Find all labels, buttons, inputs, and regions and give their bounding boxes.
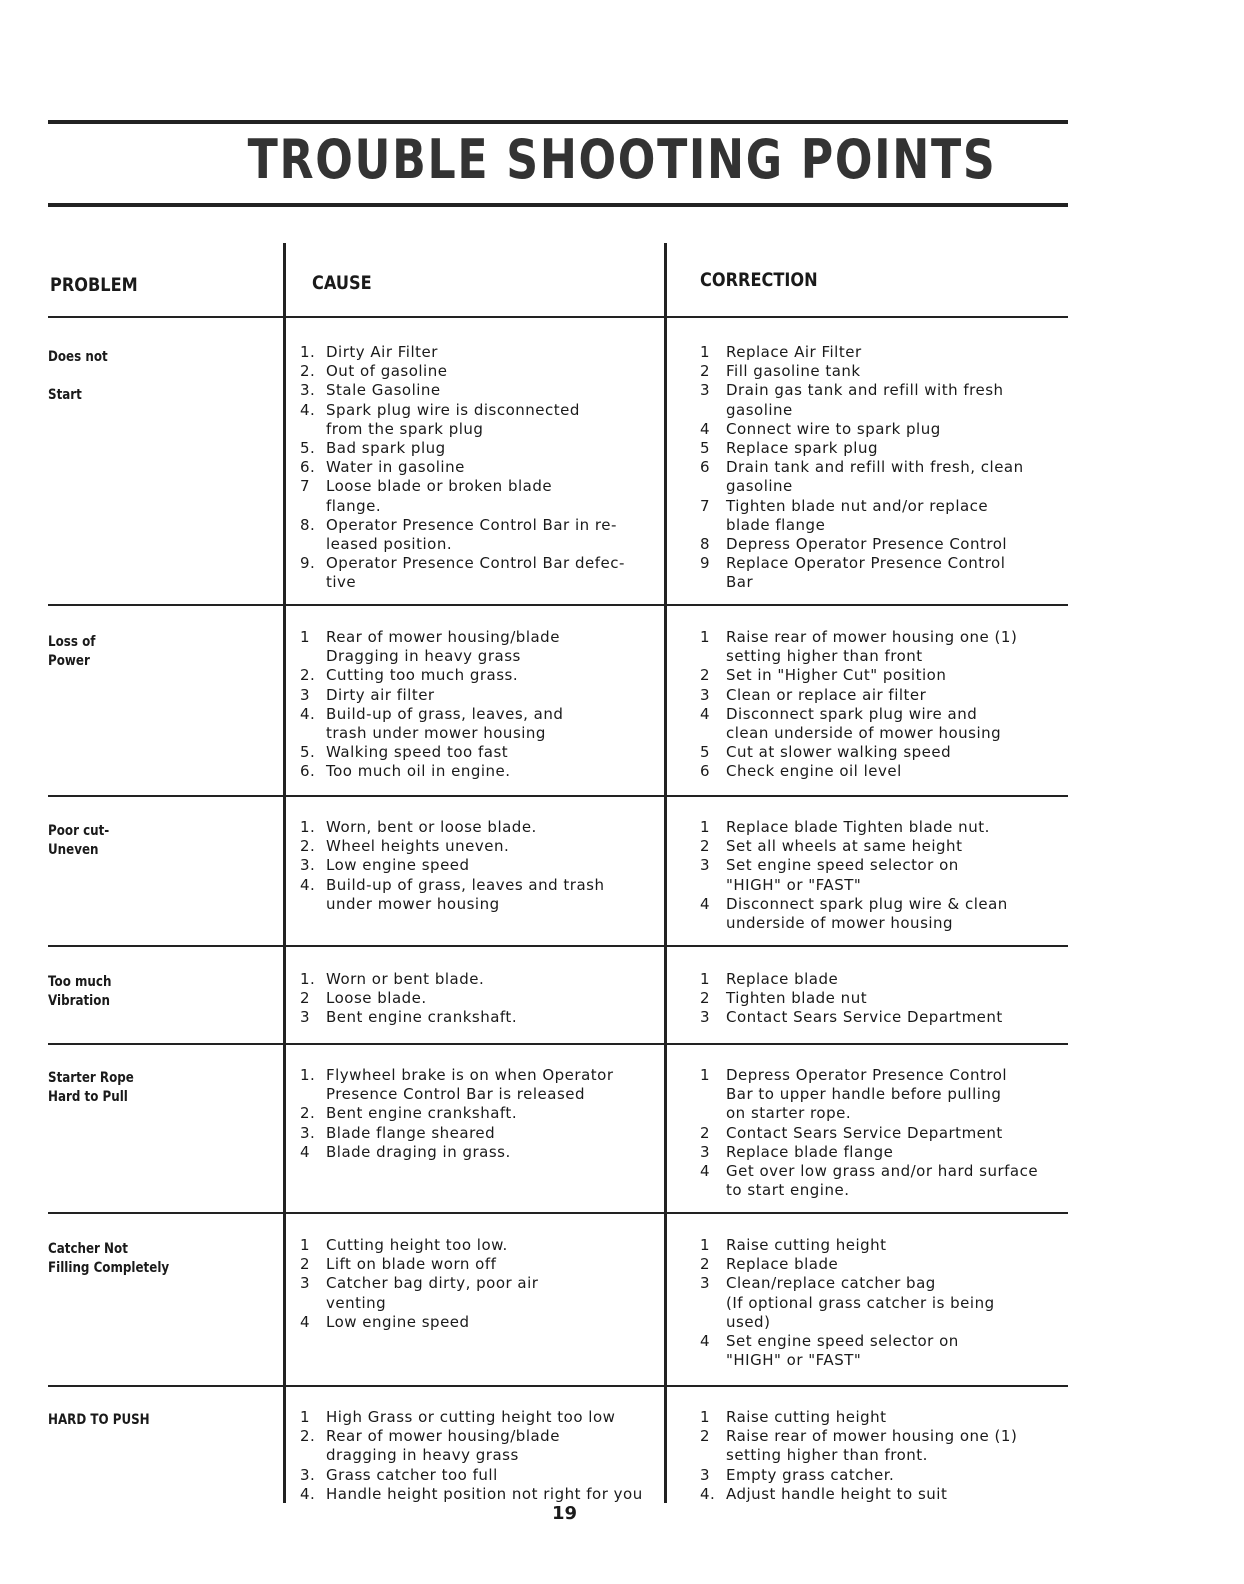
cause-item: [300, 666, 563, 685]
cause-text: Low engine speed: [326, 1312, 470, 1331]
correction-text: Replace blade flange: [726, 1142, 894, 1161]
correction-number: 4.: [700, 1484, 716, 1503]
correction-list: [700, 818, 1008, 933]
correction-text: Set in "Higher Cut" position: [726, 666, 947, 685]
cause-text: Out of gasoline: [326, 362, 448, 381]
correction-number: 4: [700, 1162, 711, 1181]
correction-number: 2: [700, 362, 711, 381]
correction-text: Tighten blade nut and/or replace blade flange: [726, 496, 989, 534]
cause-item: [300, 876, 604, 914]
cause-text: Catcher bag dirty, poor air venting: [326, 1274, 539, 1312]
cause-text: Worn, bent or loose blade.: [326, 818, 537, 836]
cause-item: [300, 705, 563, 743]
cause-list: [300, 628, 563, 782]
cause-item: [300, 970, 517, 989]
cause-item: [300, 1255, 538, 1274]
cause-number: 2.: [300, 1104, 316, 1123]
correction-item: [700, 439, 1024, 458]
correction-text: Depress Operator Presence Control: [726, 535, 1008, 554]
cause-item: [300, 628, 563, 666]
cause-text: Build-up of grass, leaves and trash under mower housing: [326, 875, 605, 913]
cause-text: Blade draging in grass.: [326, 1142, 511, 1161]
correction-item: [700, 628, 1017, 666]
correction-item: [700, 1236, 995, 1255]
cause-number: 1.: [300, 1066, 316, 1084]
correction-number: 8: [700, 535, 711, 554]
correction-number: 3: [700, 1142, 711, 1161]
correction-item: [700, 856, 1008, 894]
correction-number: 9: [700, 554, 711, 573]
cause-text: Walking speed too fast: [326, 743, 509, 762]
cause-text: Dirty Air Filter: [326, 343, 438, 361]
row-separator: [48, 1212, 1068, 1214]
column-divider-2: [664, 243, 667, 1503]
cause-item: [300, 762, 563, 781]
correction-list: [700, 1066, 1038, 1200]
cause-item: [300, 1485, 643, 1504]
cause-number: 3: [300, 1274, 311, 1293]
cause-text: Loose blade or broken blade flange.: [326, 477, 553, 515]
correction-number: 2: [700, 1427, 711, 1446]
cause-number: 2: [300, 1255, 311, 1274]
correction-text: Check engine oil level: [726, 762, 902, 781]
cause-item: [300, 1066, 614, 1104]
correction-item: [700, 1066, 1038, 1124]
correction-item: [700, 1332, 995, 1370]
correction-text: Contact Sears Service Department: [726, 1123, 1003, 1142]
correction-number: 1: [700, 818, 711, 836]
row-separator: [48, 795, 1068, 797]
correction-item: [700, 1466, 1017, 1485]
cause-text: Spark plug wire is disconnected from the spark plug: [326, 400, 580, 438]
correction-item: [700, 1274, 995, 1332]
correction-text: Depress Operator Presence Control Bar to upper handle before pulling on starter rope.: [726, 1066, 1008, 1123]
correction-item: [700, 1124, 1038, 1143]
cause-number: 1.: [300, 818, 316, 836]
correction-text: Raise cutting height: [726, 1408, 887, 1426]
correction-item: [700, 1008, 1003, 1027]
cause-number: 2.: [300, 666, 316, 685]
correction-number: 3: [700, 1274, 711, 1293]
correction-number: 1: [700, 1066, 711, 1084]
correction-item: [700, 554, 1024, 592]
correction-number: 1: [700, 1236, 711, 1254]
row-separator: [48, 1043, 1068, 1045]
cause-item: [300, 989, 517, 1008]
correction-list: [700, 1236, 995, 1370]
correction-item: [700, 362, 1024, 381]
correction-item: [700, 895, 1008, 933]
correction-item: [700, 989, 1003, 1008]
correction-number: 2: [700, 666, 711, 685]
cause-item: [300, 458, 625, 477]
problem-label: Starter Rope Hard to Pull: [48, 1070, 134, 1105]
cause-number: 2.: [300, 1427, 316, 1446]
correction-item: [700, 705, 1017, 743]
cause-list: [300, 818, 604, 914]
correction-item: [700, 343, 1024, 362]
correction-number: 6: [700, 458, 711, 477]
row-separator: [48, 604, 1068, 606]
cause-item: [300, 362, 625, 381]
cause-number: 4: [300, 1312, 311, 1331]
cause-item: [300, 554, 625, 592]
correction-item: [700, 381, 1024, 419]
correction-item: [700, 1143, 1038, 1162]
cause-number: 1: [300, 1408, 311, 1426]
cause-number: 3.: [300, 1465, 316, 1484]
cause-number: 4.: [300, 704, 316, 723]
correction-text: Replace blade: [726, 1255, 839, 1274]
correction-text: Raise rear of mower housing one (1) setting higher than front: [726, 628, 1018, 666]
correction-number: 4: [700, 894, 711, 913]
cause-text: Too much oil in engine.: [326, 762, 511, 781]
correction-number: 3: [700, 856, 711, 875]
cause-number: 4.: [300, 875, 316, 894]
cause-text: Operator Presence Control Bar defec- tive: [326, 554, 625, 592]
page-title: TROUBLE SHOOTING POINTS: [247, 128, 997, 191]
cause-item: [300, 1313, 538, 1332]
cause-text: Handle height position not right for you: [326, 1484, 643, 1503]
cause-number: 7: [300, 477, 311, 496]
cause-list: [300, 970, 517, 1028]
row-separator: [48, 316, 1068, 318]
correction-number: 3: [700, 381, 711, 400]
cause-item: [300, 856, 604, 875]
correction-list: [700, 970, 1003, 1028]
correction-number: 4: [700, 704, 711, 723]
header-problem: PROBLEM: [50, 274, 138, 296]
correction-list: [700, 628, 1017, 782]
cause-number: 6.: [300, 458, 316, 477]
cause-text: Wheel heights uneven.: [326, 837, 510, 856]
correction-list: [700, 1408, 1017, 1504]
cause-text: Lift on blade worn off: [326, 1255, 497, 1274]
correction-item: [700, 666, 1017, 685]
cause-number: 5.: [300, 743, 316, 762]
row-separator: [48, 945, 1068, 947]
cause-item: [300, 1274, 538, 1312]
cause-text: Loose blade.: [326, 989, 427, 1008]
cause-number: 4.: [300, 1484, 316, 1503]
correction-text: Replace Air Filter: [726, 343, 862, 361]
correction-item: [700, 762, 1017, 781]
problem-label: Catcher Not Filling Completely: [48, 1241, 170, 1276]
correction-item: [700, 420, 1024, 439]
correction-text: Replace spark plug: [726, 439, 878, 458]
cause-number: 1.: [300, 970, 316, 988]
correction-text: Contact Sears Service Department: [726, 1008, 1003, 1027]
problem-label: Does not Start: [48, 349, 108, 403]
cause-number: 3: [300, 1008, 311, 1027]
title-rule-top: [48, 120, 1068, 124]
cause-text: Cutting too much grass.: [326, 666, 519, 685]
correction-text: Disconnect spark plug wire and clean underside of mower housing: [726, 704, 1002, 743]
cause-item: [300, 401, 625, 439]
correction-text: Connect wire to spark plug: [726, 419, 941, 438]
correction-list: [700, 343, 1024, 593]
correction-text: Raise cutting height: [726, 1236, 887, 1254]
page-number: 19: [552, 1503, 578, 1524]
correction-item: [700, 1408, 1017, 1427]
cause-text: Stale Gasoline: [326, 381, 441, 400]
correction-text: Drain gas tank and refill with fresh gasoline: [726, 381, 1004, 419]
cause-text: Bent engine crankshaft.: [326, 1104, 518, 1123]
cause-item: [300, 818, 604, 837]
cause-text: Grass catcher too full: [326, 1465, 498, 1484]
cause-number: 2.: [300, 837, 316, 856]
cause-item: [300, 1408, 643, 1427]
cause-list: [300, 1236, 538, 1332]
correction-text: Replace blade Tighten blade nut.: [726, 818, 990, 836]
correction-text: Fill gasoline tank: [726, 362, 861, 381]
correction-text: Raise rear of mower housing one (1) setting higher than front.: [726, 1427, 1018, 1465]
correction-item: [700, 743, 1017, 762]
problem-label: Loss of Power: [48, 634, 96, 669]
cause-text: Rear of mower housing/blade dragging in heavy grass: [326, 1427, 560, 1465]
problem-label: Too much Vibration: [48, 974, 112, 1009]
correction-item: [700, 1255, 995, 1274]
cause-text: Build-up of grass, leaves, and trash under mower housing: [326, 704, 564, 743]
correction-number: 4: [700, 419, 711, 438]
correction-number: 3: [700, 1008, 711, 1027]
cause-number: 1.: [300, 343, 316, 361]
correction-text: Set all wheels at same height: [726, 837, 963, 856]
cause-number: 3.: [300, 856, 316, 875]
column-divider-1: [283, 243, 286, 1503]
correction-number: 2: [700, 1255, 711, 1274]
correction-item: [700, 837, 1008, 856]
cause-number: 8.: [300, 515, 316, 534]
correction-text: Set engine speed selector on "HIGH" or "FAST": [726, 856, 959, 894]
cause-text: Worn or bent blade.: [326, 970, 485, 988]
correction-text: Tighten blade nut: [726, 989, 868, 1008]
cause-item: [300, 1427, 643, 1465]
problem-label: Poor cut- Uneven: [48, 823, 110, 858]
cause-item: [300, 477, 625, 515]
correction-item: [700, 535, 1024, 554]
cause-number: 3.: [300, 381, 316, 400]
cause-list: [300, 1408, 643, 1504]
cause-text: Rear of mower housing/blade Dragging in heavy grass: [326, 628, 560, 666]
cause-item: [300, 381, 625, 400]
cause-text: Blade flange sheared: [326, 1123, 496, 1142]
cause-text: High Grass or cutting height too low: [326, 1408, 616, 1426]
cause-text: Dirty air filter: [326, 685, 435, 704]
cause-item: [300, 1143, 614, 1162]
cause-number: 3.: [300, 1123, 316, 1142]
cause-item: [300, 743, 563, 762]
cause-number: 9.: [300, 554, 316, 573]
correction-number: 5: [700, 439, 711, 458]
correction-number: 6: [700, 762, 711, 781]
correction-text: Get over low grass and/or hard surface to start engine.: [726, 1162, 1039, 1200]
correction-number: 1: [700, 970, 711, 988]
correction-text: Clean or replace air filter: [726, 685, 927, 704]
header-correction: CORRECTION: [700, 269, 818, 291]
correction-number: 5: [700, 743, 711, 762]
problem-label: HARD TO PUSH: [48, 1412, 150, 1428]
cause-text: Bent engine crankshaft.: [326, 1008, 518, 1027]
cause-number: 3: [300, 685, 311, 704]
cause-list: [300, 343, 625, 593]
correction-number: 1: [700, 1408, 711, 1426]
correction-number: 2: [700, 989, 711, 1008]
correction-item: [700, 686, 1017, 705]
correction-text: Empty grass catcher.: [726, 1465, 895, 1484]
cause-text: Water in gasoline: [326, 458, 465, 477]
cause-number: 4: [300, 1142, 311, 1161]
header-cause: CAUSE: [312, 272, 372, 294]
cause-item: [300, 1124, 614, 1143]
cause-text: Cutting height too low.: [326, 1236, 508, 1254]
cause-item: [300, 343, 625, 362]
correction-text: Replace blade: [726, 970, 839, 988]
correction-text: Adjust handle height to suit: [726, 1484, 948, 1503]
cause-item: [300, 516, 625, 554]
correction-number: 2: [700, 1123, 711, 1142]
correction-number: 2: [700, 837, 711, 856]
correction-item: [700, 970, 1003, 989]
correction-number: 3: [700, 1465, 711, 1484]
title-rule-bottom: [48, 203, 1068, 207]
correction-number: 1: [700, 343, 711, 361]
cause-text: Operator Presence Control Bar in re- leased position.: [326, 515, 617, 554]
correction-text: Replace Operator Presence Control Bar: [726, 554, 1006, 592]
correction-item: [700, 1485, 1017, 1504]
cause-item: [300, 1008, 517, 1027]
cause-item: [300, 439, 625, 458]
correction-item: [700, 497, 1024, 535]
correction-item: [700, 1427, 1017, 1465]
correction-number: 4: [700, 1332, 711, 1351]
correction-text: Disconnect spark plug wire & clean underside of mower housing: [726, 894, 1008, 933]
correction-item: [700, 458, 1024, 496]
correction-number: 1: [700, 628, 711, 646]
cause-number: 2.: [300, 362, 316, 381]
correction-text: Drain tank and refill with fresh, clean gasoline: [726, 458, 1024, 496]
cause-item: [300, 686, 563, 705]
cause-list: [300, 1066, 614, 1162]
correction-item: [700, 818, 1008, 837]
cause-text: Bad spark plug: [326, 439, 446, 458]
cause-number: 2: [300, 989, 311, 1008]
cause-item: [300, 1466, 643, 1485]
cause-item: [300, 1104, 614, 1123]
correction-text: Cut at slower walking speed: [726, 743, 952, 762]
cause-text: Flywheel brake is on when Operator Presence Control Bar is released: [326, 1066, 614, 1104]
cause-text: Low engine speed: [326, 856, 470, 875]
cause-number: 5.: [300, 439, 316, 458]
correction-number: 7: [700, 496, 711, 515]
correction-item: [700, 1162, 1038, 1200]
correction-text: Set engine speed selector on "HIGH" or "FAST": [726, 1332, 959, 1370]
cause-number: 6.: [300, 762, 316, 781]
cause-number: 1: [300, 1236, 311, 1254]
cause-number: 4.: [300, 400, 316, 419]
cause-number: 1: [300, 628, 311, 646]
correction-number: 3: [700, 685, 711, 704]
cause-item: [300, 837, 604, 856]
cause-item: [300, 1236, 538, 1255]
row-separator: [48, 1385, 1068, 1387]
correction-text: Clean/replace catcher bag (If optional grass catcher is being used): [726, 1274, 995, 1331]
